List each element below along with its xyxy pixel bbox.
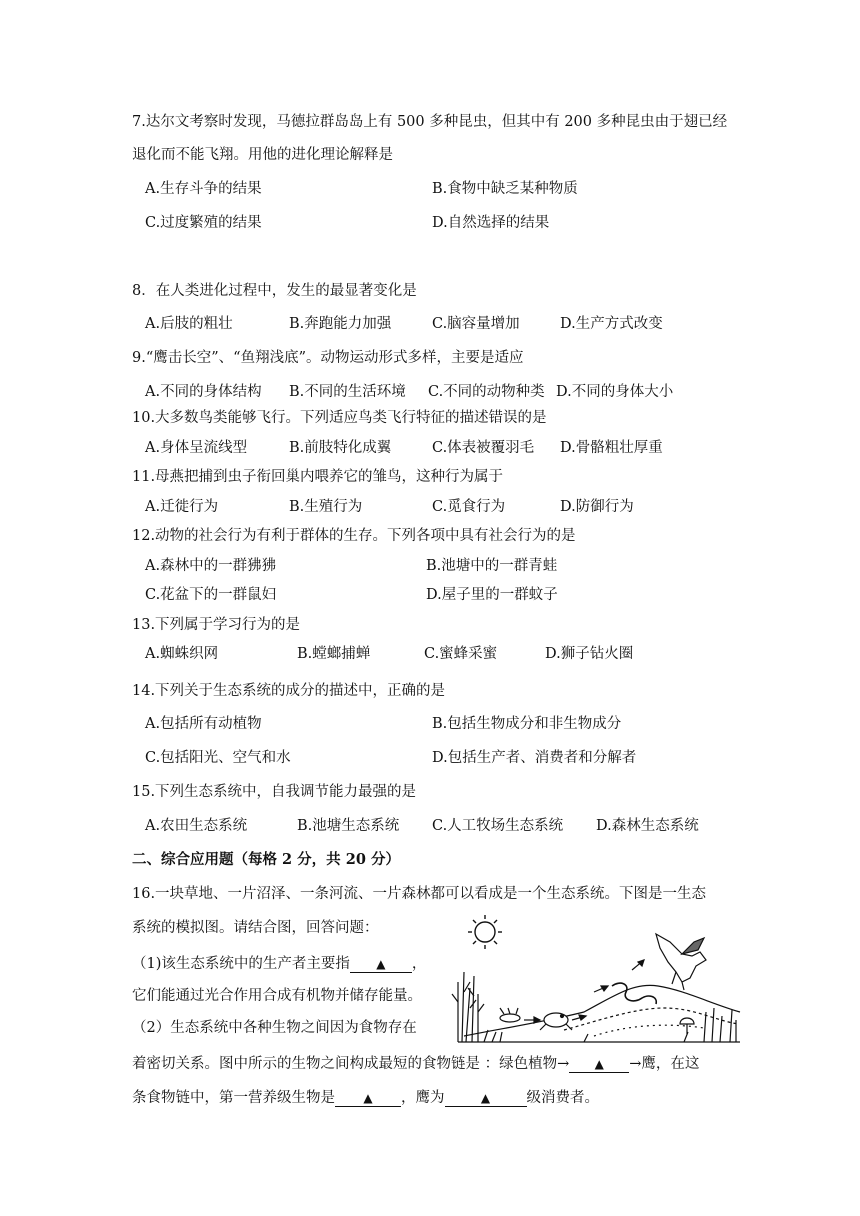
q11-option-d: D.防御行为 [560,499,634,515]
q7-stem-line1: 7.达尔文考察时发现，马德拉群岛岛上有 500 多种昆虫，但其中有 200 多种昆虫由于翅已经 [132,114,728,130]
q12-option-a: A.森林中的一群狒狒 [145,558,277,574]
q14-option-a: A.包括所有动植物 [145,716,262,732]
q12-option-d: D.屋子里的一群蚊子 [426,587,558,603]
q8-stem: 8．在人类进化过程中，发生的最显著变化是 [132,283,417,299]
q12-option-b: B.池塘中的一群青蛙 [426,558,558,574]
q16-part2-line3-text-b: ，鹰为 [401,1090,445,1106]
q15-option-d: D.森林生态系统 [596,818,699,834]
q13-option-c: C.蜜蜂采蜜 [424,646,498,662]
q14-stem: 14.下列关于生态系统的成分的描述中，正确的是 [132,683,446,699]
q13-option-a: A.蜘蛛织网 [145,646,219,662]
ecosystem-illustration [444,912,744,1060]
eagle-icon [656,934,706,990]
q16-part1 [132,954,426,974]
blank-marker: ▲ [594,1057,604,1071]
q11-option-b: B.生殖行为 [289,499,363,515]
q15-option-b: B.池塘生态系统 [297,818,400,834]
mushroom-icon [680,1018,694,1034]
q16-line2: 系统的模拟图。请结合图，回答问题： [132,920,379,936]
q16-part2-line2-end: →鹰，在这 [629,1056,700,1072]
q9-option-a: A.不同的身体结构 [145,384,262,400]
q16-part2-line3-text-a: 条食物链中，第一营养级生物是 [132,1090,335,1106]
q7-option-d: D.自然选择的结果 [432,215,550,231]
q13-option-d: D.狮子钻火圈 [545,646,634,662]
q14-option-c: C.包括阳光、空气和水 [145,750,291,766]
q11-stem: 11.母燕把捕到虫子衔回巢内喂养它的雏鸟，这种行为属于 [132,469,504,485]
q8-option-c: C.脑容量增加 [432,316,520,332]
q7-stem-line2: 退化而不能飞翔。用他的进化理论解释是 [132,147,393,163]
blank-marker: ▲ [363,1091,373,1105]
q10-option-b: B.前肢特化成翼 [289,440,392,456]
q9-option-d: D.不同的身体大小 [556,384,674,400]
q7-option-b: B.食物中缺乏某种物质 [432,181,578,197]
q8-option-a: A.后肢的粗壮 [145,316,233,332]
q11-option-c: C.觅食行为 [432,499,506,515]
q10-option-a: A.身体呈流线型 [145,440,248,456]
q15-option-a: A.农田生态系统 [145,818,248,834]
section2-title: 二、综合应用题（每格 2 分，共 20 分） [132,851,400,868]
answer-blank-consumer-level[interactable] [445,1090,527,1107]
insect-icon [500,1008,520,1022]
q10-stem: 10.大多数鸟类能够飞行。下列适应鸟类飞行特征的描述错误的是 [132,410,547,426]
q10-option-c: C.体表被覆羽毛 [432,440,535,456]
q16-part2-line2-text: 着密切关系。图中所示的生物之间构成最短的食物链是 ：绿色植物→ [132,1056,570,1072]
q14-option-d: D.包括生产者、消费者和分解者 [432,750,637,766]
answer-blank-producer[interactable] [350,956,412,973]
blank-marker: ▲ [480,1091,491,1105]
q16-line1: 16.一块草地、一片沼泽、一条河流、一片森林都可以看成是一个生态系统。下图是一生态 [132,886,707,902]
q13-option-b: B.螳螂捕蝉 [297,646,371,662]
q16-part2-line1: （2）生态系统中各种生物之间因为食物存在 [132,1020,417,1036]
q7-option-a: A.生存斗争的结果 [145,181,262,197]
ground [458,985,740,1042]
q12-stem: 12.动物的社会行为有利于群体的生存。下列各项中具有社会行为的是 [132,528,576,544]
q15-stem: 15.下列生态系统中，自我调节能力最强的是 [132,784,417,800]
q8-option-d: D.生产方式改变 [560,316,663,332]
q16-part2-line3-text-c: 级消费者。 [526,1090,599,1106]
q16-part1-text: （1)该生态系统中的生产者主要指 [132,956,350,972]
q12-option-c: C.花盆下的一群鼠妇 [145,587,277,603]
q15-option-c: C.人工牧场生态系统 [432,818,564,834]
q16-part1-line2: 它们能通过光合作用合成有机物并储存能量。 [132,988,422,1004]
answer-blank-first-level[interactable] [335,1090,401,1107]
q7-option-c: C.过度繁殖的结果 [145,215,262,231]
q16-part1-comma: ， [411,956,427,972]
q9-stem: 9.“鹰击长空”、“鱼翔浅底”。动物运动形式多样，主要是适应 [132,350,524,366]
q11-option-a: A.迁徙行为 [145,499,219,515]
q13-stem: 13.下列属于学习行为的是 [132,617,301,633]
q9-option-c: C.不同的动物种类 [428,384,545,400]
sun-icon [468,915,502,949]
q9-option-b: B.不同的生活环境 [289,384,406,400]
q16-part2-line3 [132,1088,599,1108]
blank-marker: ▲ [376,957,386,971]
q14-option-b: B.包括生物成分和非生物成分 [432,716,622,732]
q8-option-b: B.奔跑能力加强 [289,316,392,332]
q10-option-d: D.骨骼粗壮厚重 [560,440,663,456]
